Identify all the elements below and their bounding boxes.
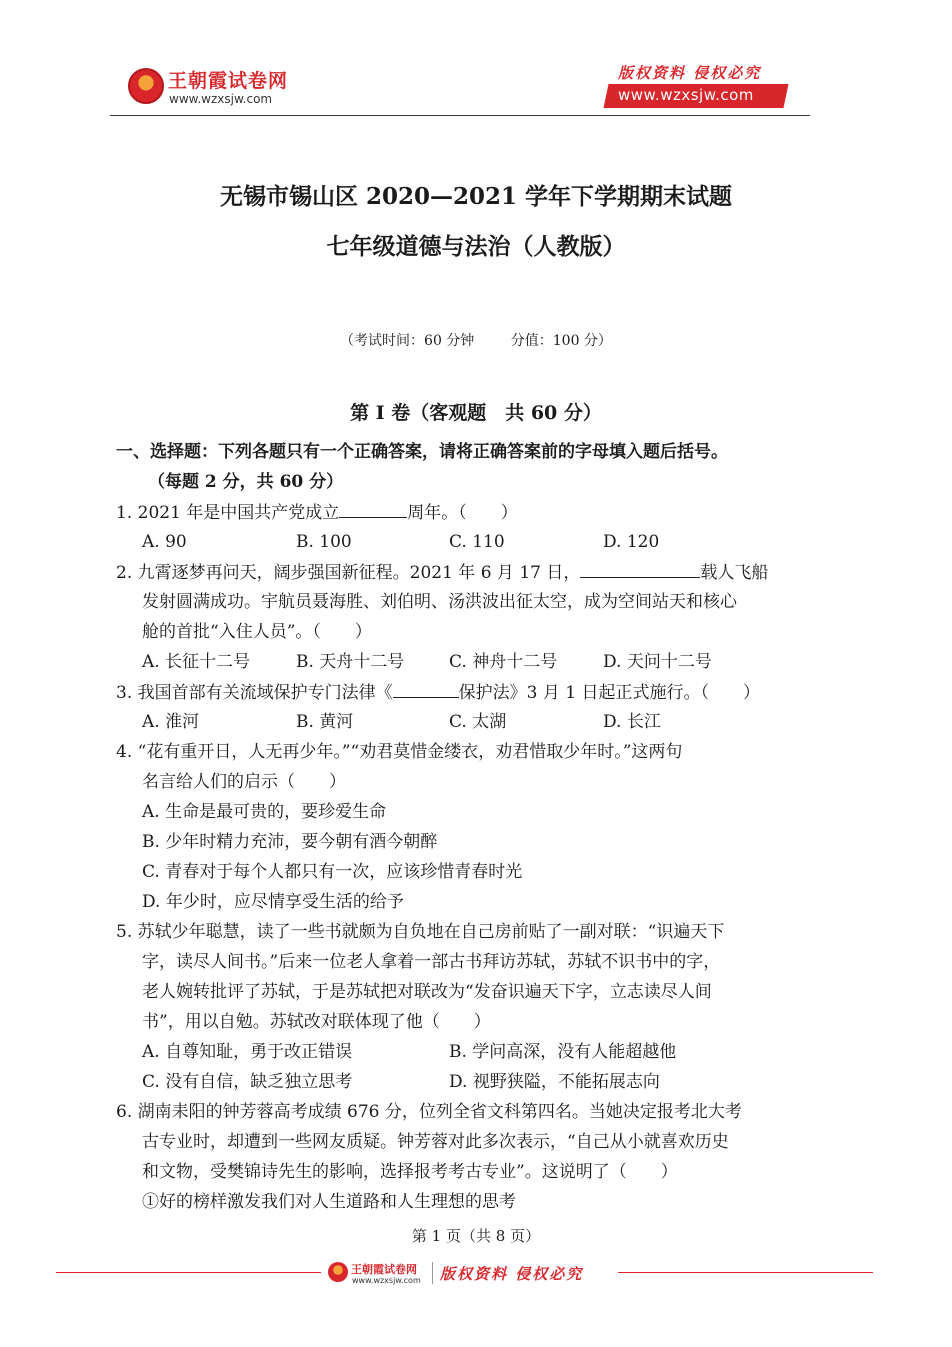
footer-separator	[432, 1262, 433, 1284]
exam-title: 无锡市锡山区 2020—2021 学年下学期期末试题	[219, 183, 733, 210]
brand-url: www.wzxsjw.com	[169, 92, 273, 106]
question-2-option-d: D. 天问十二号	[603, 652, 712, 672]
question-3-option-c: C. 太湖	[449, 712, 507, 732]
footer-copyright: 版权资料 侵权必究	[440, 1265, 584, 1283]
question-3-option-d: D. 长江	[603, 712, 661, 732]
question-2-stem: 2. 九霄逐梦再问天，阔步强国新征程。2021 年 6 月 17 日， 载人飞船	[116, 563, 769, 583]
section-instruction-scoring: （每题 2 分，共 60 分）	[148, 472, 344, 492]
question-2-option-a: A. 长征十二号	[142, 652, 251, 672]
question-5-line: 字，读尽人间书。”后来一位老人拿着一部古书拜访苏轼，苏轼不识书中的字，	[142, 952, 721, 972]
question-3-option-b: B. 黄河	[296, 712, 354, 732]
exam-info	[0, 330, 952, 350]
exam-score: 分值：100 分）	[510, 333, 612, 349]
question-6-line: 古专业时，却遭到一些网友质疑。钟芳蓉对此多次表示，“自己从小就喜欢历史	[142, 1132, 729, 1152]
question-1-option-c: C. 110	[449, 532, 505, 552]
question-4-stem: 4. “花有重开日，人无再少年。”“劝君莫惜金缕衣，劝君惜取少年时。”这两句	[116, 742, 683, 762]
page-number: 第 1 页（共 8 页）	[411, 1227, 541, 1245]
footer-divider	[618, 1272, 873, 1273]
footer-brand-url: www.wzxsjw.com	[352, 1276, 421, 1285]
question-4-option-c: C. 青春对于每个人都只有一次，应该珍惜青春时光	[142, 862, 523, 882]
footer-brand-name: 王朝霞试卷网	[351, 1263, 417, 1276]
question-5-stem: 5. 苏轼少年聪慧，读了一些书就颇为自负地在自己房前贴了一副对联：“识遍天下	[116, 922, 725, 942]
question-5-line: 书”，用以自勉。苏轼改对联体现了他（ ）	[142, 1012, 491, 1032]
answer-blank	[339, 501, 407, 518]
question-4-option-b: B. 少年时精力充沛，要今朝有酒今朝醉	[142, 832, 438, 852]
url-banner-text: www.wzxsjw.com	[618, 86, 754, 104]
section-title: 第 I 卷（客观题 共 60 分）	[350, 402, 602, 424]
question-3-option-a: A. 淮河	[142, 712, 200, 732]
question-5-option-d: D. 视野狭隘，不能拓展志向	[449, 1072, 660, 1092]
question-5-line: 老人婉转批评了苏轼，于是苏轼把对联改为“发奋识遍天下字，立志读尽人间	[142, 982, 712, 1002]
question-1-stem: 1. 2021 年是中国共产党成立 周年。（ ）	[116, 503, 518, 523]
exam-time: （考试时间：60 分钟	[340, 333, 475, 349]
brand-logo-icon	[128, 68, 164, 104]
copyright-notice: 版权资料 侵权必究	[618, 64, 762, 82]
question-1-option-d: D. 120	[603, 532, 660, 552]
section-instruction: 一、选择题：下列各题只有一个正确答案，请将正确答案前的字母填入题后括号。	[116, 442, 728, 462]
brand-name: 王朝霞试卷网	[168, 70, 289, 92]
footer-divider	[56, 1272, 321, 1273]
answer-blank	[580, 561, 700, 578]
question-6-stem: 6. 湖南耒阳的钟芳蓉高考成绩 676 分，位列全省文科第四名。当她决定报考北大考	[116, 1102, 742, 1122]
question-5-option-c: C. 没有自信，缺乏独立思考	[142, 1072, 353, 1092]
question-2-option-b: B. 天舟十二号	[296, 652, 405, 672]
footer-logo-icon	[328, 1262, 348, 1282]
header-divider	[110, 115, 810, 116]
question-1-option-a: A. 90	[142, 532, 187, 552]
question-2-option-c: C. 神舟十二号	[449, 652, 558, 672]
question-4-option-a: A. 生命是最可贵的，要珍爱生命	[142, 802, 387, 822]
question-4-line: 名言给人们的启示（ ）	[142, 772, 346, 792]
question-2-line: 发射圆满成功。宇航员聂海胜、刘伯明、汤洪波出征太空，成为空间站天和核心	[142, 592, 737, 612]
question-1-option-b: B. 100	[296, 532, 352, 552]
question-4-option-d: D. 年少时，应尽情享受生活的给予	[142, 892, 404, 912]
question-5-option-a: A. 自尊知耻，勇于改正错误	[142, 1042, 353, 1062]
answer-blank	[393, 681, 459, 698]
question-2-line: 舱的首批“入住人员”。（ ）	[142, 622, 372, 642]
question-6-line: 和文物，受樊锦诗先生的影响，选择报考考古专业”。这说明了（ ）	[142, 1162, 678, 1182]
question-6-statement: ①好的榜样激发我们对人生道路和人生理想的思考	[142, 1192, 516, 1212]
exam-subtitle: 七年级道德与法治（人教版）	[326, 233, 626, 260]
question-5-option-b: B. 学问高深，没有人能超越他	[449, 1042, 677, 1062]
question-3-stem: 3. 我国首部有关流域保护专门法律《 保护法》3 月 1 日起正式施行。（ ）	[116, 683, 760, 703]
